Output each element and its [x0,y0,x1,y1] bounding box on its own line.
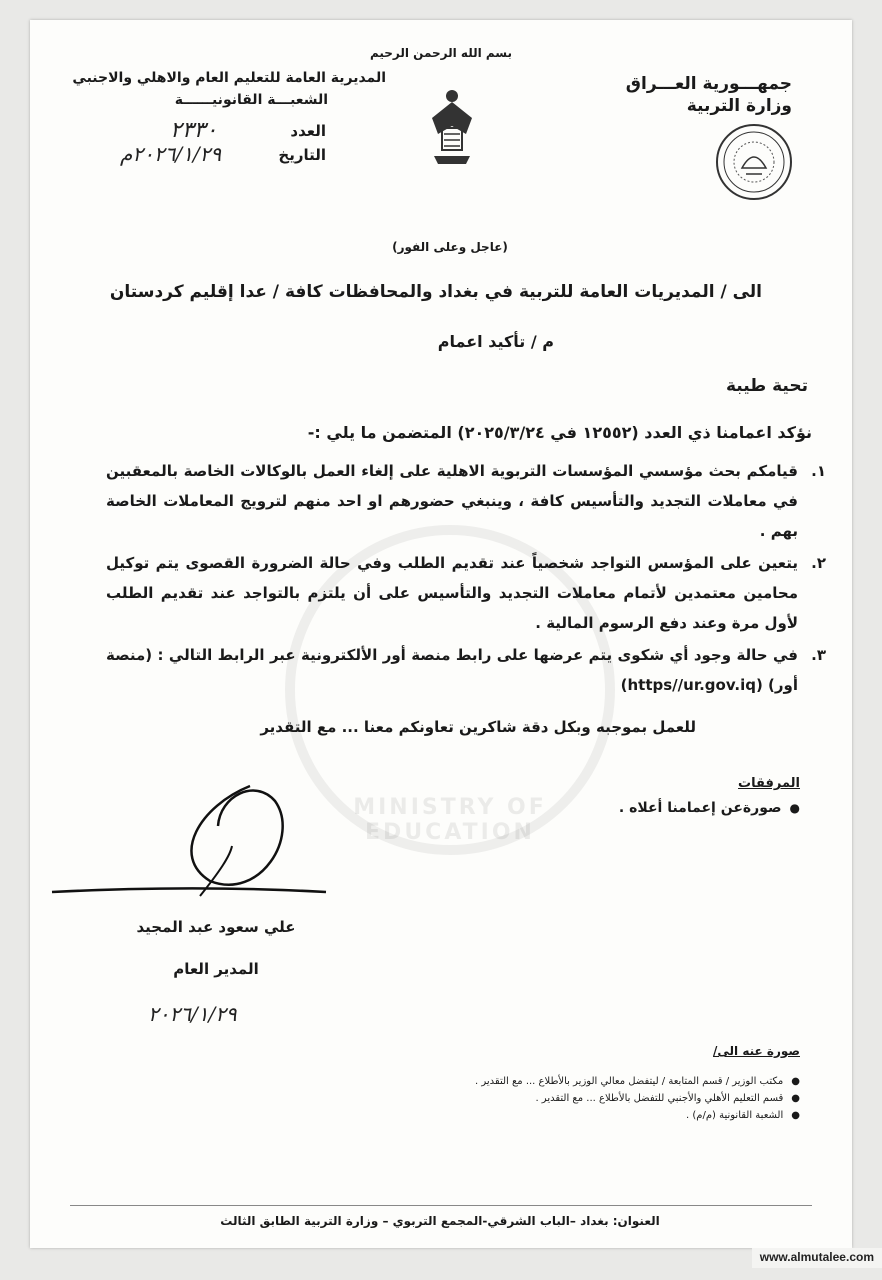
intro-text: نؤكد اعمامنا ذي العدد (١٢٥٥٢ في ٢٠٢٥/٣/٢٤) المتضمن ما يلي :- [307,423,812,442]
urgent-note: (عاجل وعلى الفور) [392,240,508,254]
copy-text: الشعبة القانونية (م/م) . [686,1110,784,1121]
copies-list [280,1076,800,1121]
document-page [30,20,852,1248]
item-text: قيامكم بحث مؤسسي المؤسسات التربوية الاهلية على إلغاء العمل بالوكالات الخاصة بالمعقبين في معاملات التجديد والتأسيس كافة ، وينبغي حضورهم او احد منهم لترويج المعاملات الخاصة بهم . [106,462,798,540]
directorate-name: المديرية العامة للتعليم العام والاهلي والاجنبي [72,70,386,86]
bullet-icon: ● [791,1093,800,1104]
attachment-item [619,800,800,816]
date-label: التاريخ [278,146,326,164]
footer-divider [70,1205,812,1206]
copies-title: صورة عنه الى/ [713,1044,800,1058]
signatory-name: علي سعود عبد المجيد [136,918,296,936]
attachments-title: المرفقات [738,776,800,791]
copy-item [280,1076,800,1087]
list-item [106,456,826,546]
greeting: تحية طيبة [725,376,808,396]
footer-address: العنوان: بغداد –الباب الشرقي-المجمع التربوي – وزارة التربية الطابق الثالث [220,1214,660,1228]
subject: م / تأكيد اعمام [437,332,554,351]
item-number: ٢. [811,554,826,572]
copy-item [280,1110,800,1121]
signature-date: ٢٠٢٦/١/٢٩ [148,1002,237,1026]
attachment-text: صورةعن إعمامنا أعلاه . [618,800,782,816]
list-item [106,640,826,700]
closing-text: للعمل بموجبه وبكل دقة شاكرين تعاونكم معنا ... مع التقدير [260,718,696,736]
bullet-icon: ● [789,801,800,815]
item-number: ١. [811,462,826,480]
item-number: ٣. [811,646,826,664]
basmala: بسم الله الرحمن الرحيم [369,46,513,60]
date-value: ٢٠٢٦/١/٢٩م [120,142,222,166]
ministry-seal-icon [714,122,794,202]
website-watermark: www.almutalee.com [752,1248,882,1268]
items-list [106,456,826,700]
item-text: يتعين على المؤسس التواجد شخصياً عند تقديم الطلب وفي حالة الضرورة القصوى يتم توكيل محامين معتمدين لأتمام معاملات التجديد والتأسيس على أن يلتزم بالتواجد عند تقديم الطلب لأول مرة وعند دفع الرسوم المالية . [106,554,798,632]
item-text: في حالة وجود أي شكوى يتم عرضها على رابط منصة أور الألكترونية عبر الرابط التالي : (منصة أور) (https//ur.gov.iq) [106,646,798,694]
department-name: الشعبـــة القانونيــــــة [174,92,328,108]
watermark-text: MINISTRY OF EDUCATION [353,795,547,845]
iraq-eagle-emblem-icon [422,84,482,168]
handwritten-signature [50,776,330,906]
list-item [106,548,826,638]
addressee: الى / المديريات العامة للتربية في بغداد والمحافظات كافة / عدا إقليم كردستان [109,282,762,302]
copy-text: مكتب الوزير / قسم المتابعة / ليتفضل معالي الوزير بالأطلاع ... مع التقدير . [474,1076,784,1087]
bullet-icon: ● [791,1076,800,1087]
number-value: ٢٣٣٠ [170,118,218,143]
bullet-icon: ● [791,1110,800,1121]
ministry-name: وزارة التربية [686,96,792,116]
signatory-title: المدير العام [173,960,259,978]
copy-item [280,1093,800,1104]
republic-name: جمهـــورية العـــراق [625,74,792,94]
number-label: العدد [290,122,326,140]
copy-text: قسم التعليم الأهلي والأجنبي للتفضل بالأطلاع ... مع التقدير . [535,1093,784,1104]
